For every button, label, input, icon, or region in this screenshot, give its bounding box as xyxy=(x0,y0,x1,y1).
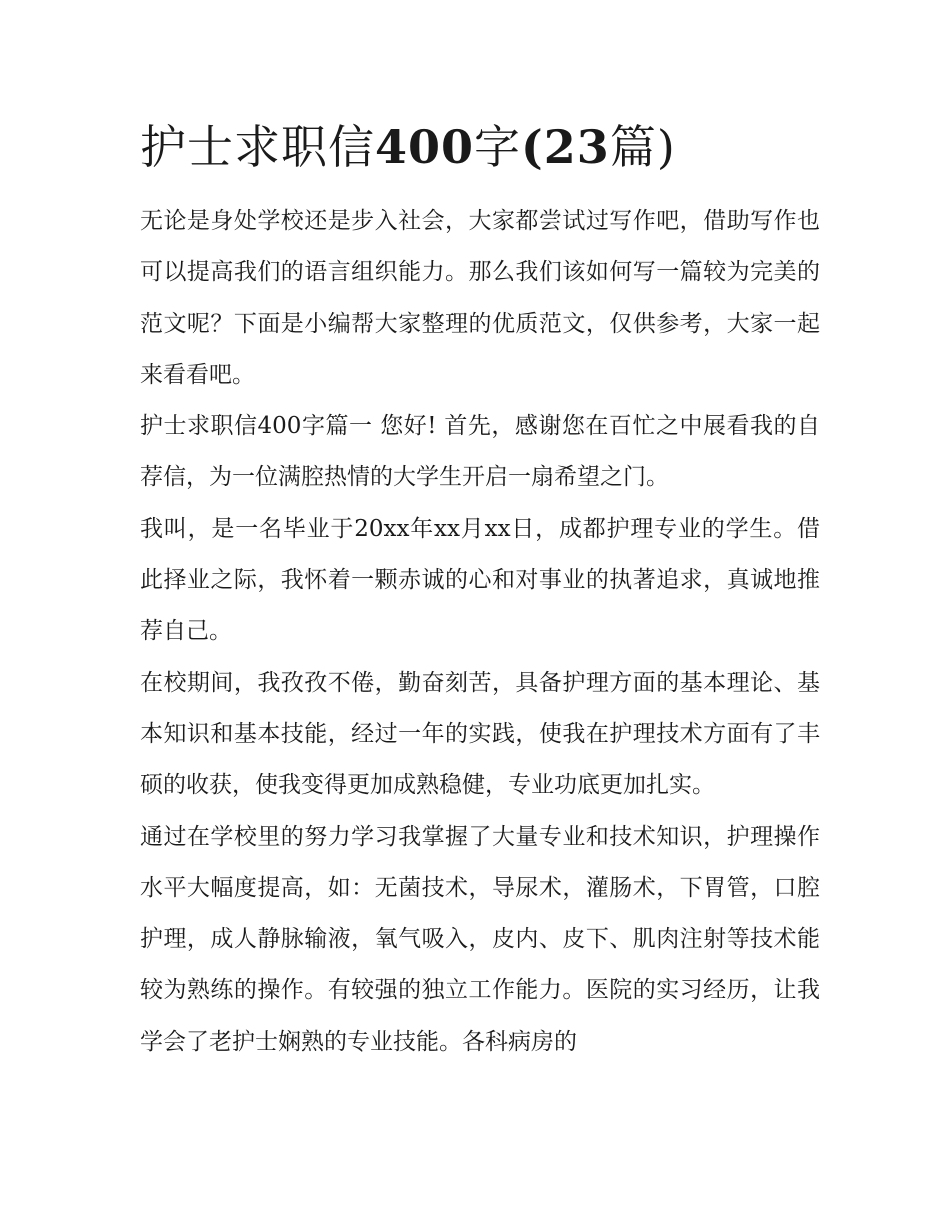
paragraph-self-intro: 我叫，是一名毕业于20xx年xx月xx日，成都护理专业的学生。借此择业之际，我怀着一颗赤诚的心和对事业的执著追求，真诚地推荐自己。 xyxy=(140,515,820,645)
paragraph-greeting: 护士求职信400字篇一 您好! 首先，感谢您在百忙之中展看我的自荐信，为一位满腔热情的大学生开启一扇希望之门。 xyxy=(140,413,820,491)
title-paren: (23 xyxy=(521,120,610,174)
title-mid: 字 xyxy=(474,120,522,174)
document-title xyxy=(140,112,820,182)
paragraph-intro: 无论是身处学校还是步入社会，大家都尝试过写作吧，借助写作也可以提高我们的语言组织能力。那么我们该如何写一篇较为完美的范文呢？下面是小编帮大家整理的优质范文，仅供参考，大家一起来看看吧。 xyxy=(140,208,820,388)
paragraph-skills: 通过在学校里的努力学习我掌握了大量专业和技术知识，护理操作水平大幅度提高，如：无菌技术，导尿术，灌肠术，下胃管，口腔护理，成人静脉输液，氧气吸入，皮内、皮下、肌肉注射等技术能较为熟练的操作。有较强的独立工作能力。医院的实习经历，让我学会了老护士娴熟的专业技能。各科病房的 xyxy=(140,823,820,1055)
title-prefix: 护士求职信 xyxy=(140,120,375,174)
paragraph-school: 在校期间，我孜孜不倦，勤奋刻苦，具备护理方面的基本理论、基本知识和基本技能，经过一年的实践，使我在护理技术方面有了丰硕的收获，使我变得更加成熟稳健，专业功底更加扎实。 xyxy=(140,669,820,799)
document-page xyxy=(140,112,820,1068)
title-number: 400 xyxy=(375,120,475,174)
title-suffix: 篇) xyxy=(609,120,676,174)
